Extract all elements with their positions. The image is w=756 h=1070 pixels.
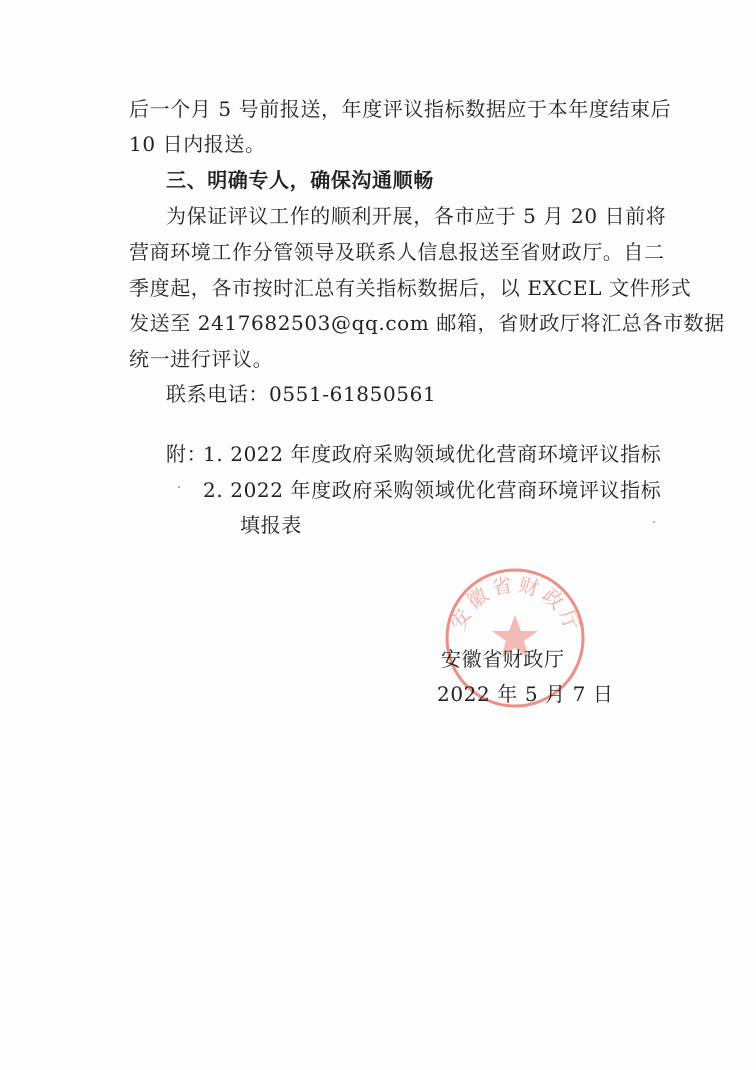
scan-speck xyxy=(653,521,655,523)
attachment-item-1: 1. 2022 年度政府采购领域优化营商环境评议指标 xyxy=(203,442,662,466)
section-heading-3: 三、明确专人，确保沟通顺畅 xyxy=(166,168,434,192)
contact-phone: 联系电话：0551-61850561 xyxy=(166,382,437,406)
seal-arc-text: 安徽省财政厅 xyxy=(445,572,587,638)
body-line-7: 发送至 2417682503@qq.com 邮箱，省财政厅将汇总各市数据 xyxy=(129,311,725,335)
body-line-8: 统一进行评议。 xyxy=(129,347,274,371)
body-line-1: 后一个月 5 号前报送，年度评议指标数据应于本年度结束后 xyxy=(129,97,672,121)
scan-speck xyxy=(178,486,180,488)
body-line-2: 10 日内报送。 xyxy=(129,132,266,156)
issue-date: 2022 年 5 月 7 日 xyxy=(437,682,614,706)
attachment-prefix: 附： xyxy=(166,442,208,466)
body-line-6: 季度起，各市按时汇总有关指标数据后，以 EXCEL 文件形式 xyxy=(129,276,692,300)
issuer-name: 安徽省财政厅 xyxy=(441,647,565,671)
svg-text:安徽省财政厅 xyxy=(446,572,587,638)
body-line-4: 为保证评议工作的顺利开展，各市应于 5 月 20 日前将 xyxy=(166,204,667,228)
attachment-item-2-continued: 填报表 xyxy=(240,513,302,537)
body-line-5: 营商环境工作分管领导及联系人信息报送至省财政厅。自二 xyxy=(129,240,665,264)
attachment-item-2: 2. 2022 年度政府采购领域优化营商环境评议指标 xyxy=(203,478,662,502)
